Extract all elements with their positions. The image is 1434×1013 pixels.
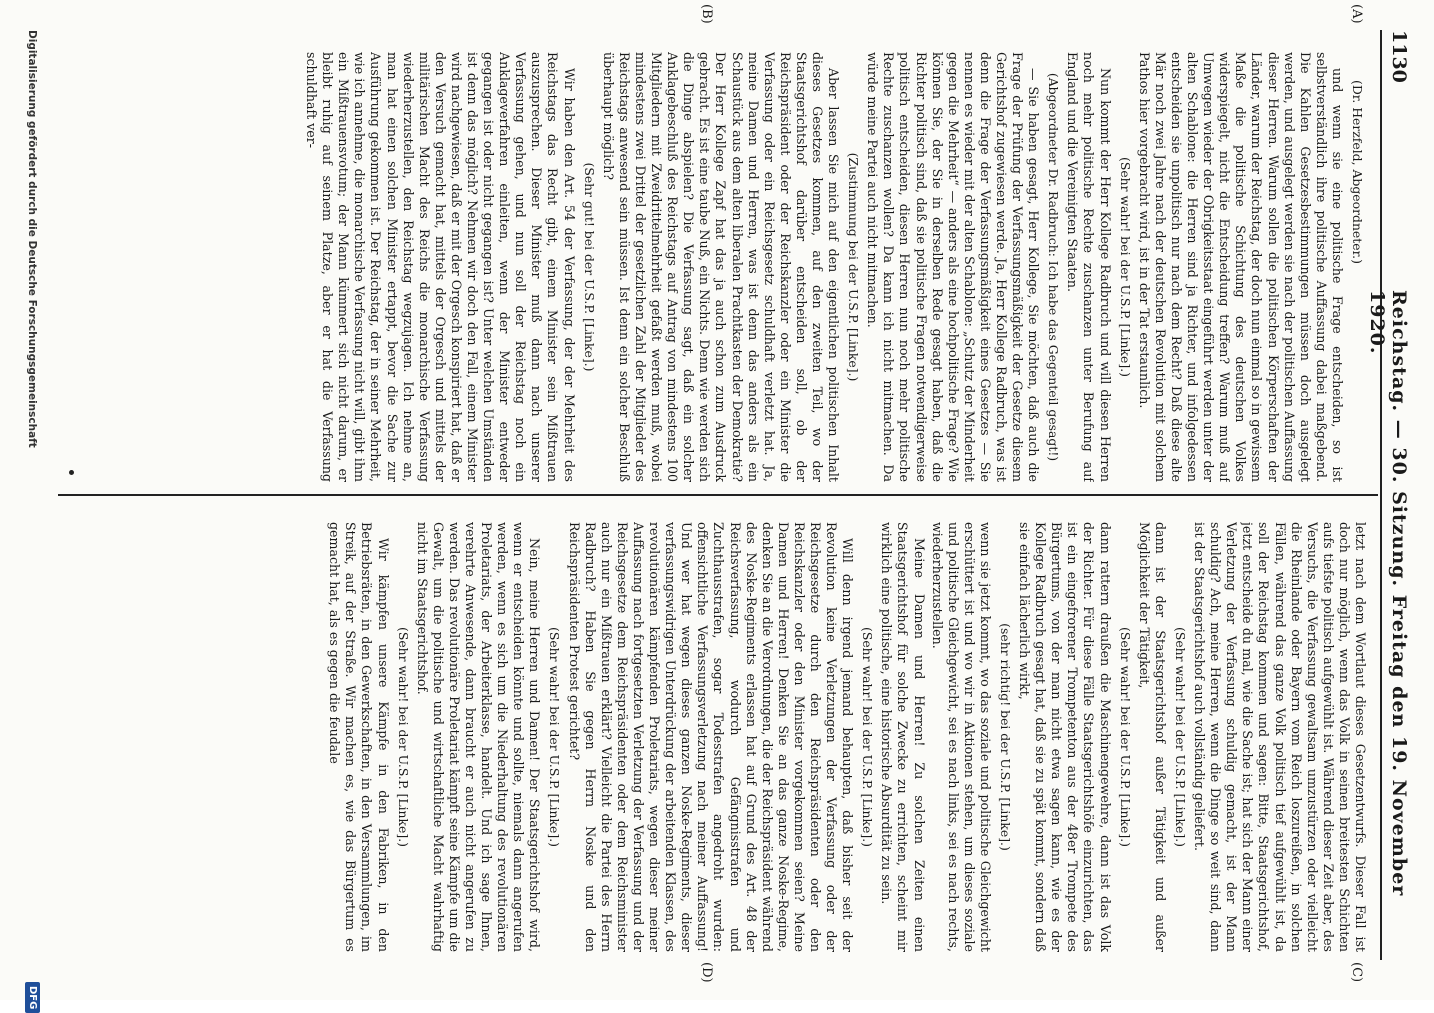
paragraph: dann ist der Staatsgerichtshof außer Tätigkeit und außer Möglichkeit der Tätigkeit, <box>1136 522 1168 952</box>
margin-mark-a: (A) <box>1349 4 1364 24</box>
dfg-logo: DFG <box>25 982 40 1013</box>
paragraph: Meine Damen und Herren! Zu solchen Zeiten einen Staatsgerichtshof für solche Zwecke zu errichten, scheint mir wirklich eine politische, eine historische Absurdität zu sein. <box>879 522 927 952</box>
interjection: (Sehr wahr! bei der U.S.P. [Linke].) <box>547 627 563 847</box>
paragraph: Wir kämpfen unsere Kämpfe in den Fabriken, in den Betriebsräten, in den Gewerkschaften, in den Versammlungen, im Streik, auf der Straße. Wir machen es, wie das Bürgertum es gemacht hat, als es gegen die feudale <box>327 522 391 952</box>
digitization-footer <box>18 30 38 1010</box>
column-divider <box>58 494 1378 496</box>
margin-mark-c: (C) <box>1349 962 1364 983</box>
paragraph: — Sie haben gesagt, Herr Kollege, Sie möchten, daß auch die Frage der Prüfung der Verfassungsmäßigkeit der Gesetze diesem Gerichtshof zugewiesen werde. Ja, Herr Kollege Radbruch, was ist denn die Frage der Verfassungsmäßigkeit eines Gesetzes — Sie nennen es wieder mit der alten Schablone: „Schutz der Minderheit gegen die Mehrheit“ — anders als eine hochpolitische Frage? Wie können Sie, der Sie in derselben Rede gesagt haben, daß die Richter politisch sind, daß sie politische Fragen notwendigerweise politisch entscheiden, diesen Herren nun noch mehr politische Rechte zuschanzen wollen? Da kann ich nicht mitmachen. Da würde meine Partei auch nicht mitmachen. <box>865 52 1042 482</box>
running-title: Reichstag. — 30. Sitzung. Freitag den 19. November 1920. <box>1366 290 1410 897</box>
paragraph: letzt nach dem Wortlaut dieses Gesetzentwurfs. Dieser Fall ist doch nur möglich, wenn das Volk in seinen breitesten Schichten aufs tiefste politisch aufgewühlt ist. Während dieser Zeit aber, des Versuchs, die Verfassung gewaltsam umzustürzen oder vielleicht die Rheinlande oder Bayern vom Reich loszureißen, in solchen Fällen, während das ganze Volk politisch tief aufgewühlt ist, da soll der Reichstag kommen und sagen: Bitte, Staatsgerichtshof, jetzt entscheide du mal, wie die Sache ist; hat sich der Mann einer Verletzung der Verfassung schuldig gemacht, ist der Mann schuldig? Ach, meine Herren, wenn die Dinge so weit sind, dann ist der Staatsgerichtshof auch vollständig geliefert. <box>1192 522 1368 952</box>
paragraph: Aber lassen Sie mich auf den eigentlichen politischen Inhalt dieses Gesetzes kommen, auf den zweiten Teil, wo der Staatsgerichtshof darüber entscheiden soll, ob der Reichspräsident oder der Reichskanzler oder ein Minister die Verfassung oder ein Reichsgesetz schuldhaft verletzt hat. Ja, meine Damen und Herren, was ist denn das anders als ein Schaustück aus dem alten liberalen Prachtkasten der Demokratie? Der Herr Kollege Zapf hat das ja auch schon zum Ausdruck gebracht. Es ist eine taube Nuß, ein Nichts. Denn wie werden sich die Dinge abspielen? Die Verfassung sagt, daß ein solcher Anklagebeschluß des Reichstags auf Antrag von mindestens 100 Mitgliedern mit Zweidrittelmehrheit gefaßt werden muß, wobei mindestens zwei Drittel der gesetzlichen Zahl der Mitglieder des Reichstags anwesend sein müssen. Ist denn ein solcher Beschluß überhaupt möglich? <box>600 52 842 482</box>
page-header <box>1366 30 1416 960</box>
interjection: (Sehr wahr! bei der U.S.P. [Linke].) <box>860 627 876 847</box>
interjection: (Sehr wahr! bei der U.S.P. [Linke].) <box>1117 627 1133 847</box>
paragraph: Nun kommt der Herr Kollege Radbruch und will diesen Herren noch mehr politische Rechte zuschanzen unter Berufung auf England und die Vereinigten Staaten. <box>1065 52 1113 482</box>
interjection: (Zustimmung bei der U.S.P. [Linke].) <box>846 152 862 382</box>
page-number: 1130 <box>1388 30 1410 83</box>
paragraph: Nein, meine Herren und Damen! Der Staatsgerichtshof wird, wenn er entscheiden könnte und sollte, niemals dann angerufen werden, wenn es sich um die Niederhaltung des revolutionären Proletariats, der Arbeiterklasse, handelt. Und ich sage Ihnen, verehrte Anwesende, dann braucht er auch nicht angerufen zu werden. Das revolutionäre Proletariat kämpft seine Kämpfe um die Gewalt, um die politische und wirtschaftliche Macht wahrhaftig nicht im Staatsgerichtshof. <box>414 522 543 952</box>
paragraph: und wenn sie eine politische Frage entscheiden, so ist selbstverständlich ihre politische Auffassung dabei maßgebend. Die Kahlen Gesetzesbestimmungen müssen doch ausgelegt werden, und ausgelegt werden sie nach der politischen Auffassung dieser Herren. Warum sollen die politischen Körperschaften der Länder, warum der Reichstag, der doch nun einmal so in gewissem Maße die politische Schichtung des deutschen Volkes widerspiegelt, nicht die Entscheidung treffen? Warum muß auf Umwegen wieder der Obrigkeitsstaat eingeführt werden unter der alten Schablone: die Herren sind ja Richter, und infolgedessen entscheiden sie unpolitisch nur nach dem Recht? Daß diese alte Mär noch zwei Jahre nach der deutschen Revolution mit solchem Pathos hier vorgebracht wird, ist in der Tat erstaunlich. <box>1136 52 1345 482</box>
margin-mark-b: (B) <box>699 4 714 24</box>
left-text-column <box>68 52 1368 482</box>
paragraph: Will denn irgend jemand behaupten, daß bisher seit der Revolution keine Verletzungen der Verfassung oder der Reichsgesetze durch den Reichspräsidenten oder den Reichskanzler oder den Minister vorgekommen seien? Meine Damen und Herren! Denken Sie an das ganze Noske-Regime, denken Sie an die Verordnungen, die der Reichspräsident während des Noske-Regiments erlassen hat auf Grund des Art. 48 der Reichsverfassung, wodurch Gefängnisstrafen und Zuchthausstrafen, sogar Todesstrafen angedroht wurden: offensichtliche Verfassungsverletzung nach meiner Auffassung! Und wer hat wegen dieses ganzen Noske-Regiments, dieser verfassungswidrigen Unterdrückung der arbeitenden Klassen, des revolutionären kämpfenden Proletariats, wegen dieser meiner Auffassung nach fortgesetzten Verletzung der Verfassung und der Reichsgesetze dem Reichspräsidenten oder dem Reichsminister auch nur ein Mißtrauen erklärt? Vielleicht die Partei des Herrn Radbruch? Haben Sie gegen Herrn Noske und den Reichspräsidenten Protest gerichtet? <box>566 522 856 952</box>
speaker-line: (Dr. Herzfeld, Abgeordneter.) <box>1350 80 1365 264</box>
paragraph: wenn sie jetzt kommt, wo das soziale und politische Gleichgewicht erschüttert ist und wo wir in Aktionen stehen, um dieses soziale und politische Gleichgewicht, sei es nach links, sei es nach rechts, wiederherzustellen. <box>929 522 993 952</box>
interjection: (Abgeordneter Dr. Radbruch: Ich habe das Gegenteil gesagt!) <box>1046 72 1062 462</box>
interjection: (Sehr wahr! bei der U.S.P. [Linke].) <box>1172 627 1188 847</box>
paragraph: Wir haben den Art. 54 der Verfassung, der der Mehrheit des Reichstags das Recht gibt, einem Minister sein Mißtrauen auszusprechen. Dieser Minister muß dann nach unserer Verfassung gehen, und nun soll der Reichstag noch ein Anklageverfahren einleiten, wenn der Minister entweder gegangen ist oder nicht gegangen ist? Unter welchen Umständen ist denn das möglich? Nehmen wir doch den Fall, einem Minister wird nachgewiesen, daß er mit der Orgesch konspiriert hat, daß er den Versuch gemacht hat, mittels der Orgesch und mittels der militärischen Macht des Reichs die monarchische Verfassung wiederherzustellen, den Reichstag wegzujagen. Ich nehme an, man hat einen solchen Minister ertappt, bevor die Sache zur Ausführung gekommen ist. Der Reichstag, der in seiner Mehrheit, wie ich annehme, die monarchische Verfassung nicht will, gibt ihm ein Mißtrauensvotum; der Mann kümmert sich nicht darum, er bleibt ruhig auf seinem Platze, aber er hat die Verfassung schuldhaft ver- <box>304 52 577 482</box>
interjection: (Sehr gut! bei der U.S.P. [Linke].) <box>581 162 597 372</box>
interjection: (sehr richtig! bei der U.S.P. [Linke].) <box>998 623 1014 851</box>
funding-credit: Digitalisierung gefördert durch die Deutsche Forschungsgemeinschaft <box>26 30 38 448</box>
margin-mark-d: (D) <box>699 962 714 983</box>
interjection: (Sehr wahr! bei der U.S.P. [Linke].) <box>1117 157 1133 377</box>
paragraph: dann rattern draußen die Maschinengewehre, dann ist das Volk der Richter. Für diese Fälle Staatsgerichtshöfe einzurichten, das ist ein eingefrorener Trompetenton aus der 48er Trompete des Bürgertums, von der man nicht etwa sagen kann, wie es der Kollege Radbruch gesagt hat, daß sie zu spät kommt, sondern daß sie einfach lächerlich wirkt, <box>1017 522 1113 952</box>
interjection: (Sehr wahr! bei der U.S.P. [Linke].) <box>395 627 411 847</box>
right-text-column <box>68 522 1368 952</box>
ink-speck <box>69 470 74 475</box>
